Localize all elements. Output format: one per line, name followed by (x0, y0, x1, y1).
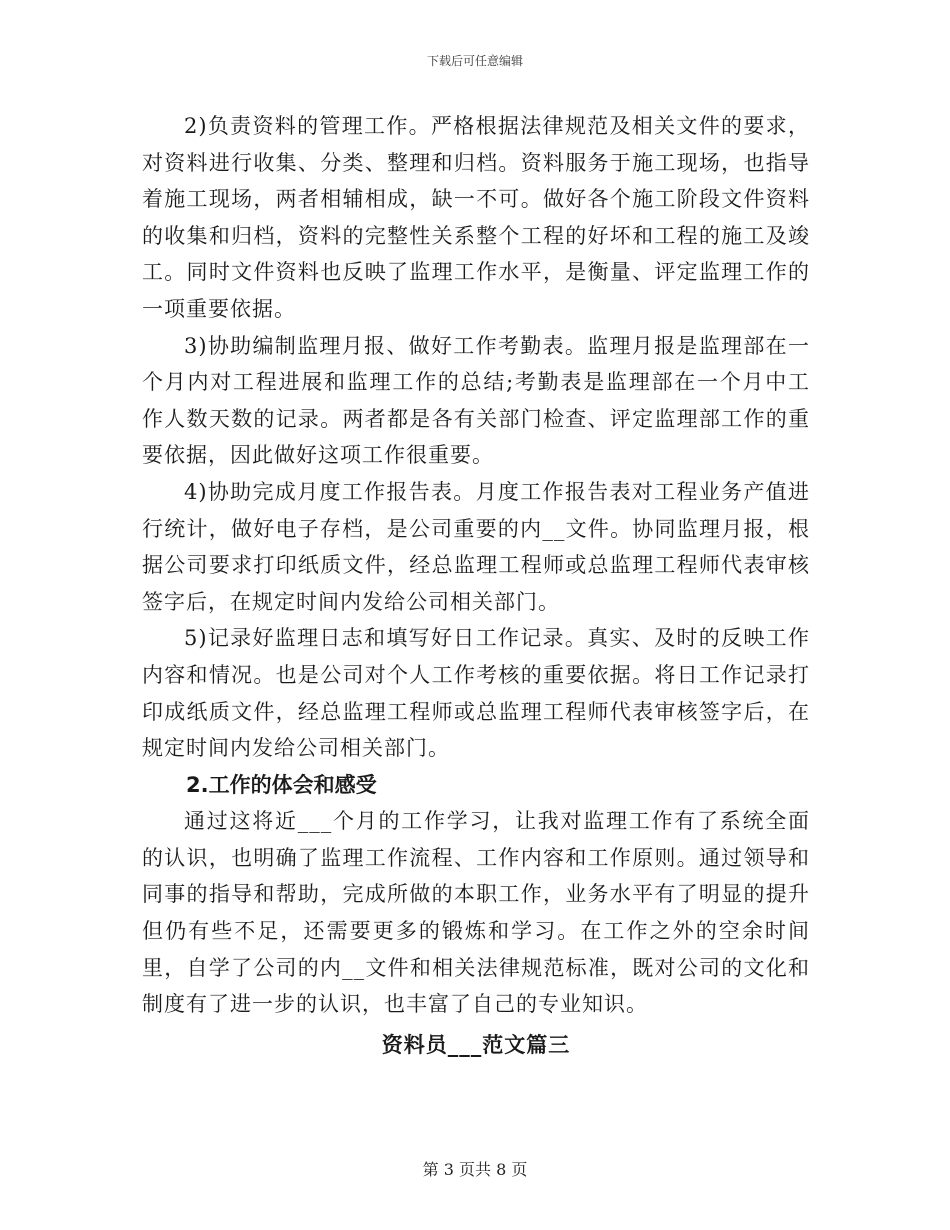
document-body (142, 108, 810, 1063)
paragraph-experience: 通过这将近___个月的工作学习，让我对监理工作有了系统全面的认识，也明确了监理工作流程、工作内容和工作原则。通过领导和同事的指导和帮助，完成所做的本职工作，业务水平有了明显的提升但仍有些不足，还需要更多的锻炼和学习。在工作之外的空余时间里，自学了公司的内__文件和相关法律规范标准，既对公司的文化和制度有了进一步的认识，也丰富了自己的专业知识。 (142, 809, 810, 1017)
section-heading-experience: 2.工作的体会和感受 (186, 772, 377, 797)
paragraph-item-5: 5)记录好监理日志和填写好日工作记录。真实、及时的反映工作内容和情况。也是公司对个人工作考核的重要依据。将日工作记录打印成纸质文件，经总监理工程师或总监理工程师代表审核签字后，在规定时间内发给公司相关部门。 (142, 626, 810, 761)
paragraph-item-3: 3)协助编制监理月报、做好工作考勤表。监理月报是监理部在一个月内对工程进展和监理工作的总结;考勤表是监理部在一个月中工作人数天数的记录。两者都是各有关部门检查、评定监理部工作的重要依据，因此做好这项工作很重要。 (142, 333, 810, 468)
section-title: 资料员___范文篇三 (381, 1032, 571, 1057)
paragraph-item-4: 4)协助完成月度工作报告表。月度工作报告表对工程业务产值进行统计，做好电子存档，是公司重要的内__文件。协同监理月报，根据公司要求打印纸质文件，经总监理工程师或总监理工程师代表审核签字后，在规定时间内发给公司相关部门。 (142, 479, 810, 614)
page-header: 下载后可任意编辑 (426, 54, 523, 68)
paragraph-item-2: 2)负责资料的管理工作。严格根据法律规范及相关文件的要求，对资料进行收集、分类、整理和归档。资料服务于施工现场，也指导着施工现场，两者相辅相成，缺一不可。做好各个施工阶段文件资料的收集和归档，资料的完整性关系整个工程的好坏和工程的施工及竣工。同时文件资料也反映了监理工作水平，是衡量、评定监理工作的一项重要依据。 (142, 114, 810, 321)
page-number: 第 3 页共 8 页 (422, 1160, 528, 1179)
